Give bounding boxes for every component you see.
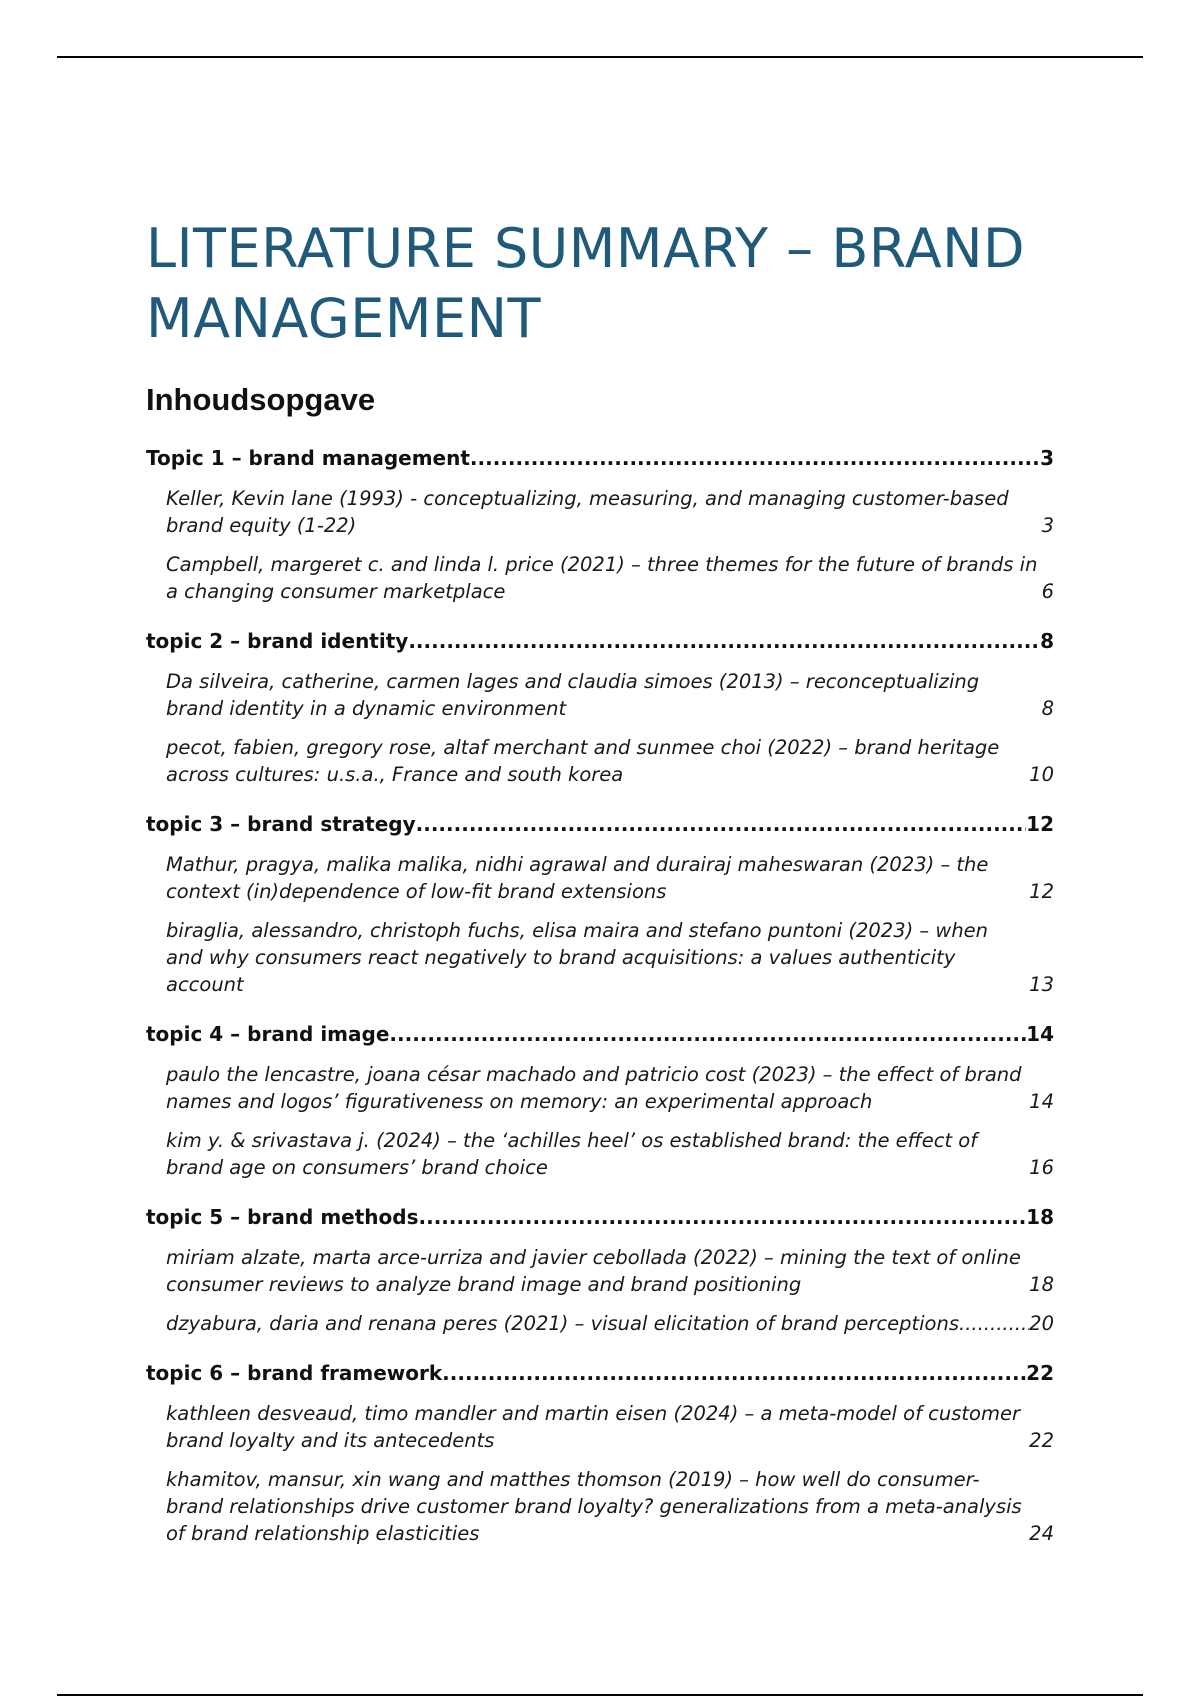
toc-heading: Inhoudsopgave <box>146 382 376 417</box>
toc-page-number: 12 <box>1026 812 1054 836</box>
table-of-contents <box>146 445 1054 1547</box>
toc-entry-text: Mathur, pragya, malika malika, nidhi agrawal and durairaj maheswaran (2023) – the context (in)dependence of low-fit brand extensions <box>166 853 995 903</box>
toc-page-number: 14 <box>1026 1022 1054 1046</box>
toc-entry-text: biraglia, alessandro, christoph fuchs, elisa maira and stefano puntoni (2023) – when and why consumers react negatively to brand acquisitions: a values authenticity account <box>166 919 995 996</box>
toc-entry-topic-1[interactable] <box>146 445 1054 472</box>
toc-entry-text: Keller, Kevin lane (1993) - conceptualizing, measuring, and managing customer-based brand equity (1-22) <box>166 487 1015 537</box>
document-title: LITERATURE SUMMARY – BRAND MANAGEMENT <box>146 217 1026 350</box>
toc-entry-reference[interactable] <box>166 668 1054 722</box>
toc-entry-text: topic 5 – brand methods <box>146 1205 419 1229</box>
toc-entry-reference[interactable] <box>166 734 1054 788</box>
dot-leader <box>408 628 1040 655</box>
toc-entry-text: kathleen desveaud, timo mandler and martin eisen (2024) – a meta-model of customer brand loyalty and its antecedents <box>166 1402 1027 1452</box>
dot-leader <box>389 1021 1026 1048</box>
toc-entry-text: khamitov, mansur, xin wang and matthes thomson (2019) – how well do consumer-brand relationships drive customer brand loyalty? generalizations from a meta-analysis of brand relationship elasticities <box>166 1468 1028 1545</box>
toc-page-number: 10 <box>1029 763 1054 786</box>
toc-entry-topic-4[interactable] <box>146 1021 1054 1048</box>
toc-entry-reference[interactable] <box>166 1061 1054 1115</box>
toc-page-number: 22 <box>1026 1361 1054 1385</box>
dot-leader <box>419 1204 1027 1231</box>
toc-page-number: 13 <box>1029 973 1054 996</box>
toc-entry-reference[interactable] <box>166 485 1054 539</box>
toc-entry-text: miriam alzate, marta arce-urriza and javier cebollada (2022) – mining the text of online consumer reviews to analyze brand image and brand positioning <box>166 1246 1028 1296</box>
toc-page-number: 16 <box>1029 1156 1054 1179</box>
toc-page-number: 6 <box>1041 580 1054 603</box>
toc-entry-text: Topic 1 – brand management <box>146 446 470 470</box>
toc-entry-reference[interactable] <box>166 917 1054 998</box>
toc-entry-reference[interactable] <box>166 1466 1054 1547</box>
toc-page-number: 3 <box>1041 514 1054 537</box>
toc-page-number: 14 <box>1029 1090 1054 1113</box>
toc-entry-topic-5[interactable] <box>146 1204 1054 1231</box>
footer-rule <box>57 1694 1143 1696</box>
toc-page-number: 3 <box>1040 446 1054 470</box>
toc-entry-text: topic 6 – brand framework <box>146 1361 443 1385</box>
toc-entry-text: kim y. & srivastava j. (2024) – the ‘achilles heel’ os established brand: the effect of brand age on consumers’ brand choice <box>166 1129 984 1179</box>
dot-leader <box>416 811 1027 838</box>
toc-entry-reference[interactable] <box>166 1310 1054 1337</box>
toc-entry-text: pecot, fabien, gregory rose, altaf merchant and sunmee choi (2022) – brand heritage across cultures: u.s.a., France and south korea <box>166 736 1006 786</box>
toc-entry-text: topic 4 – brand image <box>146 1022 390 1046</box>
toc-entry-text: topic 2 – brand identity <box>146 629 409 653</box>
toc-entry-topic-6[interactable] <box>146 1360 1054 1387</box>
toc-entry-text: Campbell, margeret c. and linda l. price (2021) – three themes for the future of brands in a changing consumer marketplace <box>166 553 1044 603</box>
toc-page-number: 22 <box>1029 1429 1054 1452</box>
toc-entry-topic-2[interactable] <box>146 628 1054 655</box>
dot-leader <box>959 1310 1029 1337</box>
toc-entry-text: paulo the lencastre, joana césar machado and patricio cost (2023) – the effect of brand names and logos’ figurativeness on memory: an experimental approach <box>166 1063 1028 1113</box>
toc-entry-reference[interactable] <box>166 551 1054 605</box>
toc-entry-text: dzyabura, daria and renana peres (2021) – visual elicitation of brand perceptions <box>166 1312 959 1335</box>
toc-entry-text: topic 3 – brand strategy <box>146 812 416 836</box>
toc-page-number: 18 <box>1026 1205 1054 1229</box>
toc-entry-text: Da silveira, catherine, carmen lages and claudia simoes (2013) – reconceptualizing brand identity in a dynamic environment <box>166 670 986 720</box>
toc-entry-reference[interactable] <box>166 1244 1054 1298</box>
toc-page-number: 24 <box>1029 1522 1054 1545</box>
header-rule <box>57 56 1143 58</box>
toc-entry-reference[interactable] <box>166 1400 1054 1454</box>
toc-page-number: 12 <box>1029 880 1054 903</box>
dot-leader <box>470 445 1040 472</box>
toc-page-number: 18 <box>1029 1273 1054 1296</box>
toc-page-number: 8 <box>1040 629 1054 653</box>
toc-page-number: 8 <box>1041 697 1054 720</box>
dot-leader <box>442 1360 1026 1387</box>
toc-entry-reference[interactable] <box>166 1127 1054 1181</box>
toc-entry-reference[interactable] <box>166 851 1054 905</box>
toc-entry-topic-3[interactable] <box>146 811 1054 838</box>
toc-page-number: 20 <box>1029 1312 1054 1335</box>
